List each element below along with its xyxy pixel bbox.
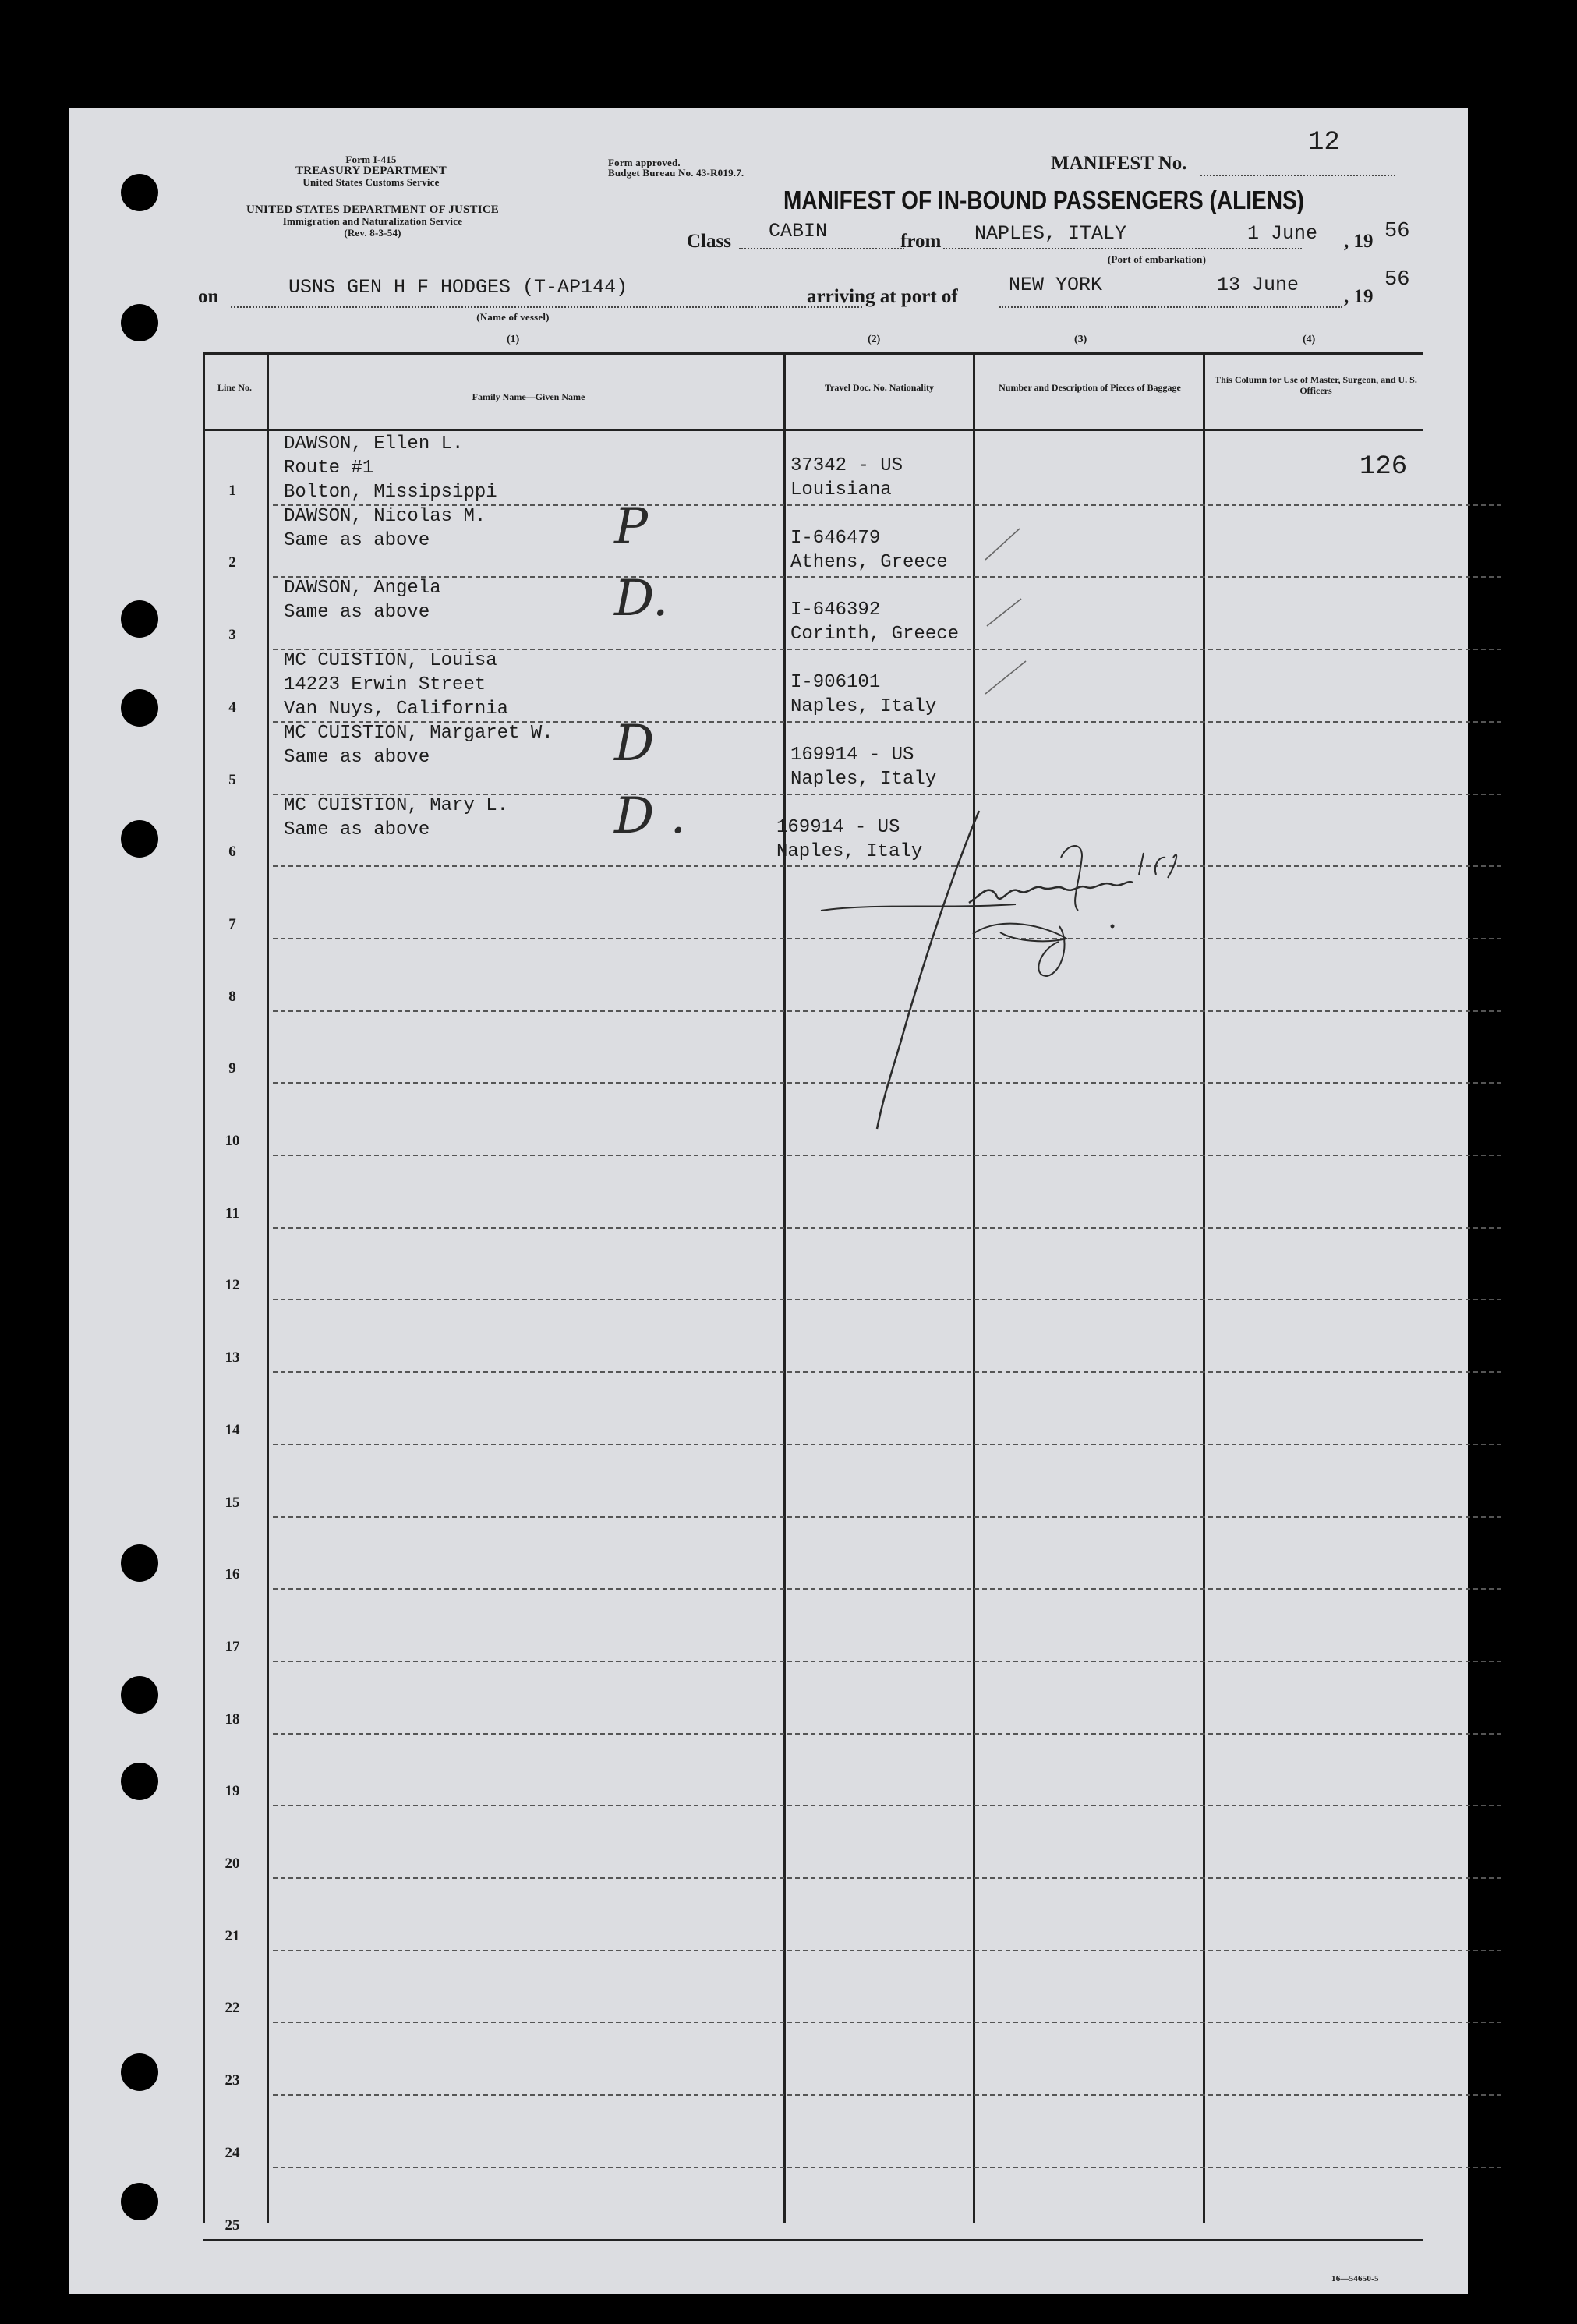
handwritten-mark: D. (614, 570, 669, 628)
col-header-line-no: Line No. (217, 382, 252, 393)
handwritten-mark: P (614, 497, 649, 556)
vessel-line (231, 306, 862, 308)
handwritten-mark: D . (614, 787, 686, 845)
class-label: Class (687, 231, 731, 252)
line-number: 11 (225, 1204, 239, 1222)
embark-port: NAPLES, ITALY (974, 222, 1127, 245)
punch-hole (121, 2183, 158, 2220)
line-number: 12 (225, 1277, 240, 1294)
row-line (273, 1299, 1501, 1300)
officer-signature (813, 809, 1437, 1215)
line-number: 2 (228, 554, 236, 571)
line-number: 18 (225, 1710, 240, 1728)
row-line (273, 1733, 1501, 1735)
class-value: CABIN (769, 220, 828, 242)
row-line (273, 576, 1501, 578)
passenger-name: DAWSON, Ellen L. Route #1 Bolton, Missipsippi (284, 433, 497, 503)
travel-doc: I-646392 Corinth, Greece (790, 600, 960, 646)
officer-note: 126 (1360, 452, 1408, 482)
row-line (273, 2167, 1501, 2168)
punch-hole (121, 1544, 158, 1582)
ins-service: Immigration and Naturalization Service (282, 215, 463, 227)
col-number-4: (4) (1303, 334, 1316, 345)
justice-dept: UNITED STATES DEPARTMENT OF JUSTICE (246, 203, 500, 216)
line-number: 14 (225, 1421, 240, 1438)
on-label: on (198, 286, 219, 307)
col-divider-name (267, 352, 269, 2223)
class-line (739, 248, 904, 249)
form-approved: Form approved. (608, 157, 681, 168)
from-label: from (900, 231, 942, 252)
treasury-dept: TREASURY DEPARTMENT (295, 164, 447, 177)
arrival-date: 13 June (1217, 274, 1299, 296)
line-number: 1 (228, 482, 236, 499)
line-number: 16 (225, 1566, 240, 1583)
line-number: 21 (225, 1927, 240, 1944)
row-line (273, 1950, 1501, 1951)
customs-service: United States Customs Service (302, 176, 440, 188)
punch-hole (121, 174, 158, 211)
passenger-name: MC CUISTION, Louisa 14223 Erwin Street Van Nuys, California (284, 650, 509, 720)
travel-doc: 37342 - US Louisiana (790, 455, 903, 501)
line-number: 23 (225, 2072, 240, 2089)
col-divider-line (203, 352, 205, 2223)
depart-year: 56 (1384, 220, 1410, 243)
col-header-baggage: Number and Description of Pieces of Baggage (999, 382, 1181, 393)
row-line (273, 1661, 1501, 1662)
line-number: 8 (228, 988, 236, 1005)
row-line (273, 1588, 1501, 1590)
vessel-name: USNS GEN H F HODGES (T-AP144) (288, 276, 628, 299)
line-number: 13 (225, 1349, 240, 1367)
col-number-1: (1) (507, 334, 520, 345)
punch-hole (121, 600, 158, 638)
passenger-name: MC CUISTION, Margaret W. Same as above (284, 722, 553, 768)
line-number: 19 (225, 1783, 240, 1800)
col-header-name: Family Name—Given Name (472, 391, 585, 402)
manifest-no-label: MANIFEST No. (1051, 153, 1187, 174)
punch-hole (121, 1763, 158, 1800)
row-line (273, 1371, 1501, 1373)
vessel-label: (Name of vessel) (476, 311, 550, 323)
col-number-2: (2) (868, 334, 881, 345)
travel-doc: I-646479 Athens, Greece (790, 527, 948, 573)
line-number: 24 (225, 2144, 240, 2161)
passenger-name: DAWSON, Angela Same as above (284, 578, 441, 624)
arrival-line (999, 306, 1342, 308)
depart-date: 1 June (1247, 222, 1318, 245)
arriving-label: arriving at port of (807, 286, 958, 307)
arrival-year-prefix: , 19 (1344, 286, 1374, 307)
line-number: 22 (225, 2000, 240, 2017)
line-number: 7 (228, 915, 236, 932)
line-number: 9 (228, 1060, 236, 1077)
budget-bureau: Budget Bureau No. 43-R019.7. (608, 167, 744, 179)
row-line (273, 1877, 1501, 1879)
line-number: 6 (228, 844, 236, 861)
table-bottom-border (203, 2239, 1423, 2241)
row-line (273, 2094, 1501, 2096)
page-title: MANIFEST OF IN-BOUND PASSENGERS (ALIENS) (783, 186, 1305, 214)
row-line (273, 1444, 1501, 1445)
baggage-check-marks (981, 513, 1074, 747)
col-divider-baggage (973, 352, 975, 2223)
punch-hole (121, 304, 158, 341)
arrival-year: 56 (1384, 268, 1410, 292)
punch-hole (121, 689, 158, 727)
form-code: 16—54650-5 (1331, 2274, 1379, 2283)
line-number: 15 (225, 1494, 240, 1511)
travel-doc: I-906101 Naples, Italy (790, 672, 937, 718)
line-number: 4 (228, 699, 236, 716)
from-line (943, 248, 1302, 249)
depart-year-prefix: , 19 (1344, 231, 1374, 252)
arrival-port: NEW YORK (1009, 274, 1103, 296)
table-top-border (203, 352, 1423, 355)
col-header-officers: This Column for Use of Master, Surgeon, and U. S. Officers (1215, 374, 1417, 396)
handwritten-mark: D (614, 714, 655, 773)
travel-doc: 169914 - US Naples, Italy (776, 816, 923, 862)
manifest-number: 12 (1308, 128, 1340, 157)
line-number: 10 (225, 1133, 240, 1149)
revision-date: (Rev. 8-3-54) (344, 227, 401, 239)
manifest-no-line (1200, 175, 1395, 176)
passenger-name: DAWSON, Nicolas M. Same as above (284, 505, 486, 551)
col-number-3: (3) (1074, 334, 1087, 345)
punch-hole (121, 2053, 158, 2091)
row-line (273, 2022, 1501, 2023)
form-number: Form I-415 (345, 154, 397, 165)
col-divider-officers (1203, 352, 1205, 2223)
manifest-page (69, 108, 1468, 2294)
line-number: 20 (225, 1855, 240, 1872)
punch-hole (121, 1676, 158, 1714)
line-number: 3 (228, 627, 236, 644)
col-divider-doc (783, 352, 786, 2223)
line-number: 17 (225, 1638, 240, 1655)
passenger-name: MC CUISTION, Mary L. Same as above (284, 794, 509, 840)
line-number: 25 (225, 2216, 240, 2234)
header-bottom-border (203, 429, 1423, 431)
row-line (273, 1227, 1501, 1229)
travel-doc: 169914 - US Naples, Italy (790, 744, 937, 790)
row-line (273, 1516, 1501, 1518)
punch-hole (121, 820, 158, 858)
col-header-travel-doc: Travel Doc. No. Nationality (824, 382, 935, 393)
port-embarkation-label: (Port of embarkation) (1107, 253, 1207, 265)
row-line (273, 1805, 1501, 1806)
line-number: 5 (228, 771, 236, 788)
